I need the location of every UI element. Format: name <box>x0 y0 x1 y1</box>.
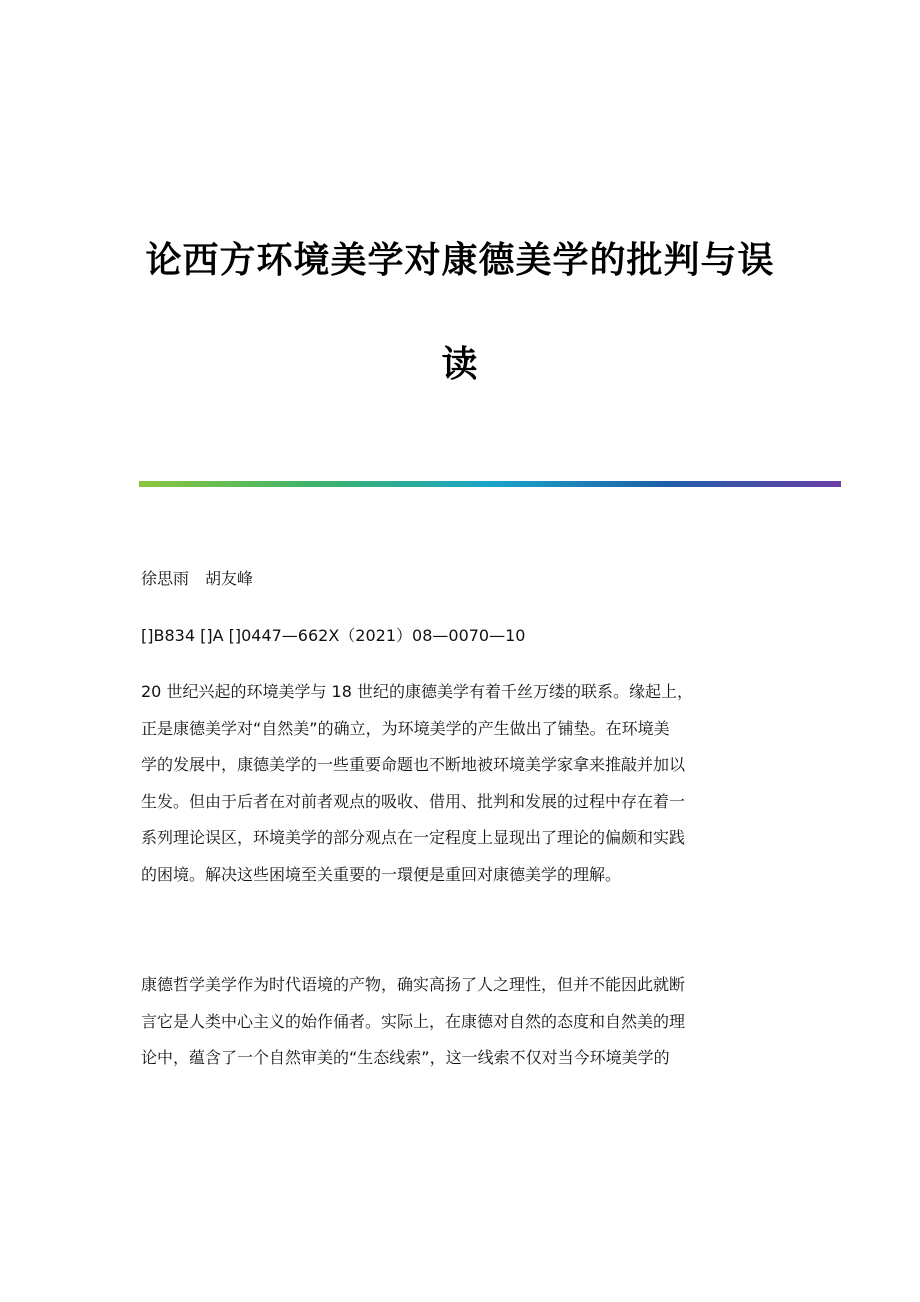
paragraph-line: 系列理论误区，环境美学的部分观点在一定程度上显现出了理论的偏颇和实践 <box>141 828 686 847</box>
paragraph-line: 的困境。解决这些困境至关重要的一環便是重回对康德美学的理解。 <box>141 864 622 884</box>
classification-codes: []B834 []A []0447—662X（2021）08—0070—10 <box>141 626 526 645</box>
paragraph-line: 20 世纪兴起的环境美学与 18 世纪的康德美学有着千丝万缕的联系。缘起上， <box>141 682 693 701</box>
paragraph-line: 论中，蕴含了一个自然审美的“生态线索”，这一线索不仅对当今环境美学的 <box>141 1048 670 1067</box>
title-line-2: 读 <box>441 343 479 385</box>
paragraph-line: 学的发展中，康德美学的一些重要命题也不断地被环境美学家拿来推敲并加以 <box>141 755 686 774</box>
paragraph-2 <box>141 967 781 1077</box>
title-divider <box>139 481 841 487</box>
page-title <box>140 208 780 416</box>
title-line-1: 论西方环境美学对康德美学的批判与误 <box>145 239 775 281</box>
authors: 徐思雨 胡友峰 <box>141 569 254 588</box>
paragraph-line: 康德哲学美学作为时代语境的产物，确实高扬了人之理性，但并不能因此就断 <box>141 975 686 994</box>
paragraph-line: 生发。但由于后者在对前者观点的吸收、借用、批判和发展的过程中存在着一 <box>141 791 686 811</box>
paragraph-1 <box>141 674 781 893</box>
paragraph-line: 言它是人类中心主义的始作俑者。实际上，在康德对自然的态度和自然美的理 <box>141 1011 686 1031</box>
paragraph-line: 正是康德美学对“自然美”的确立，为环境美学的产生做出了铺垫。在环境美 <box>141 718 670 738</box>
